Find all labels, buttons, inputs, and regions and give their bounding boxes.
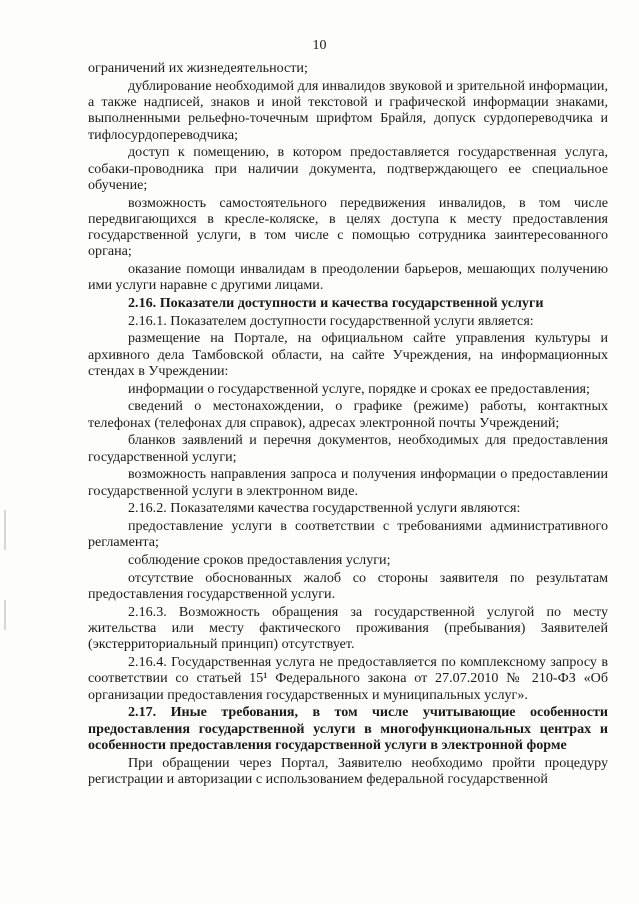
paragraph: бланков заявлений и перечня документов, необходимых для предоставления государственной услуги; [88, 432, 608, 465]
section-heading: 2.16. Показатели доступности и качества государственной услуги [128, 295, 544, 312]
paragraph: возможность самостоятельного передвижения инвалидов, в том числе передвигающихся в кресле-коляске, в целях доступа к месту предоставления государственной услуги, в том числе с помощью сотрудника заинтересованного органа; [88, 194, 608, 260]
paragraph: информации о государственной услуге, порядке и сроках ее предоставления; [128, 380, 590, 397]
paragraph: сведений о местонахождении, о графике (режиме) работы, контактных телефонах (телефонах для справок), адресах электронной почты Учреждений; [88, 398, 608, 431]
paragraph: размещение на Портале, на официальном сайте управления культуры и архивного дела Тамбовской области, на сайте Учреждения, на информационных стендах в Учреждении: [88, 330, 608, 380]
section-heading: 2.17. Иные требования, в том числе учитывающие особенности предоставления государственной услуги в многофункциональных центрах и особенности предоставления государственной услуги в электронной форме [88, 704, 608, 753]
page-number: 10 [312, 38, 327, 53]
scan-edge-mark [4, 510, 6, 550]
paragraph: 2.16.3. Возможность обращения за государственной услугой по месту жительства или месту фактического проживания (пребывания) Заявителей (экстерриториальный принцип) отсутствует. [88, 603, 608, 653]
paragraph: ограничений их жизнедеятельности; [88, 60, 308, 76]
document-body [88, 60, 608, 789]
scan-edge-mark [4, 600, 6, 630]
paragraph: 2.16.2. Показателями качества государственной услуги являются: [128, 500, 521, 517]
paragraph: дублирование необходимой для инвалидов звуковой и зрительной информации, а также надписей, знаков и иной текстовой и графической информации знаками, выполненными рельефно-точечным шрифтом Брайля, допуск сурдопереводчика и тифлосурдопереводчика; [88, 77, 608, 143]
paragraph: отсутствие обоснованных жалоб со стороны заявителя по результатам предоставления государственной услуги. [88, 569, 608, 603]
paragraph: При обращении через Портал, Заявителю необходимо пройти процедуру регистрации и авторизации с использованием федеральной государственной [88, 754, 608, 787]
paragraph: 2.16.1. Показателем доступности государственной услуги является: [128, 312, 534, 329]
paragraph: соблюдение сроков предоставления услуги; [128, 552, 391, 569]
paragraph: предоставление услуги в соответствии с требованиями административного регламента; [88, 518, 608, 551]
paragraph: 2.16.4. Государственная услуга не предоставляется по комплексному запросу в соответствии со статьей 15¹ Федерального закона от 27.07.2010 № 210-ФЗ «Об организации предоставления государственных и муниципальных услуг». [88, 654, 608, 703]
paragraph: доступ к помещению, в котором предоставляется государственная услуга, собаки-проводника при наличии документа, подтверждающего ее специальное обучение; [88, 144, 608, 193]
paragraph: оказание помощи инвалидам в преодолении барьеров, мешающих получению ими услуги наравне с другими лицами. [88, 261, 608, 294]
paragraph: возможность направления запроса и получения информации о предоставлении государственной услуги в электронном виде. [88, 466, 608, 499]
